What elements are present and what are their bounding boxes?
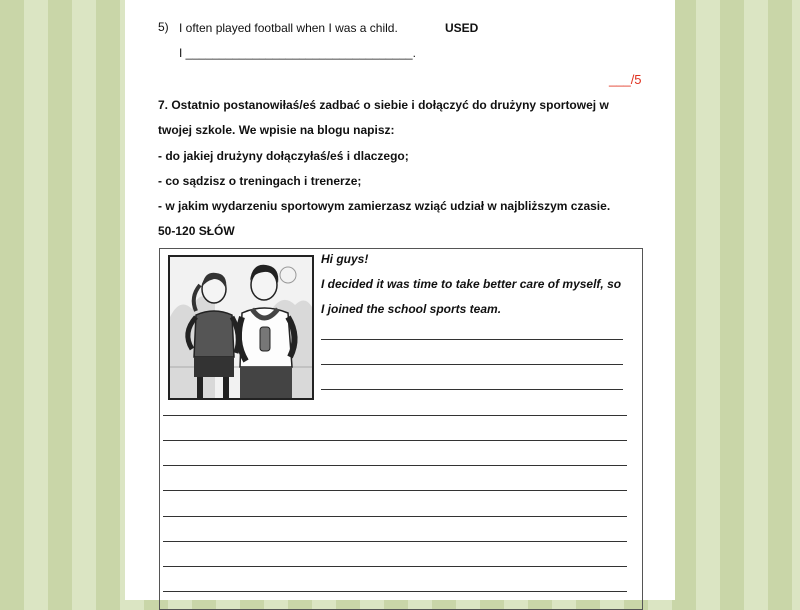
exercise-sentence: I often played football when I was a child. bbox=[179, 21, 398, 35]
blog-greeting: Hi guys! bbox=[321, 252, 369, 266]
task-bullet: - w jakim wydarzeniu sportowym zamierzasz wziąć udział w najbliższym czasie. bbox=[158, 199, 611, 213]
score-counter: ___/5 bbox=[609, 72, 642, 87]
exercise-number: 5) bbox=[158, 20, 169, 34]
worksheet-page bbox=[125, 0, 675, 600]
task-instruction-line: twojej szkole. We wpisie na blogu napisz: bbox=[158, 123, 395, 137]
writing-line bbox=[163, 566, 627, 567]
writing-line bbox=[163, 591, 627, 592]
answer-line: I __________________________________. bbox=[179, 46, 416, 60]
writing-line bbox=[163, 541, 627, 542]
task-bullet: - co sądzisz o treningach i trenerze; bbox=[158, 174, 362, 188]
writing-line bbox=[163, 516, 627, 517]
task-bullet: - do jakiej drużyny dołączyłaś/eś i dlaczego; bbox=[158, 149, 409, 163]
writing-line bbox=[321, 339, 623, 340]
writing-line bbox=[163, 415, 627, 416]
writing-line bbox=[321, 364, 623, 365]
writing-line bbox=[163, 440, 627, 441]
writing-line bbox=[163, 490, 627, 491]
word-count-requirement: 50-120 SŁÓW bbox=[158, 224, 235, 238]
task-instruction-line: 7. Ostatnio postanowiłaś/eś zadbać o siebie i dołączyć do drużyny sportowej w bbox=[158, 98, 609, 112]
writing-line bbox=[321, 389, 623, 390]
exercise-keyword: USED bbox=[445, 21, 479, 35]
blog-text-line: I joined the school sports team. bbox=[321, 302, 502, 316]
blog-text-line: I decided it was time to take better care of myself, so bbox=[321, 277, 622, 291]
two-athletes-illustration-icon bbox=[168, 255, 314, 400]
writing-line bbox=[163, 465, 627, 466]
